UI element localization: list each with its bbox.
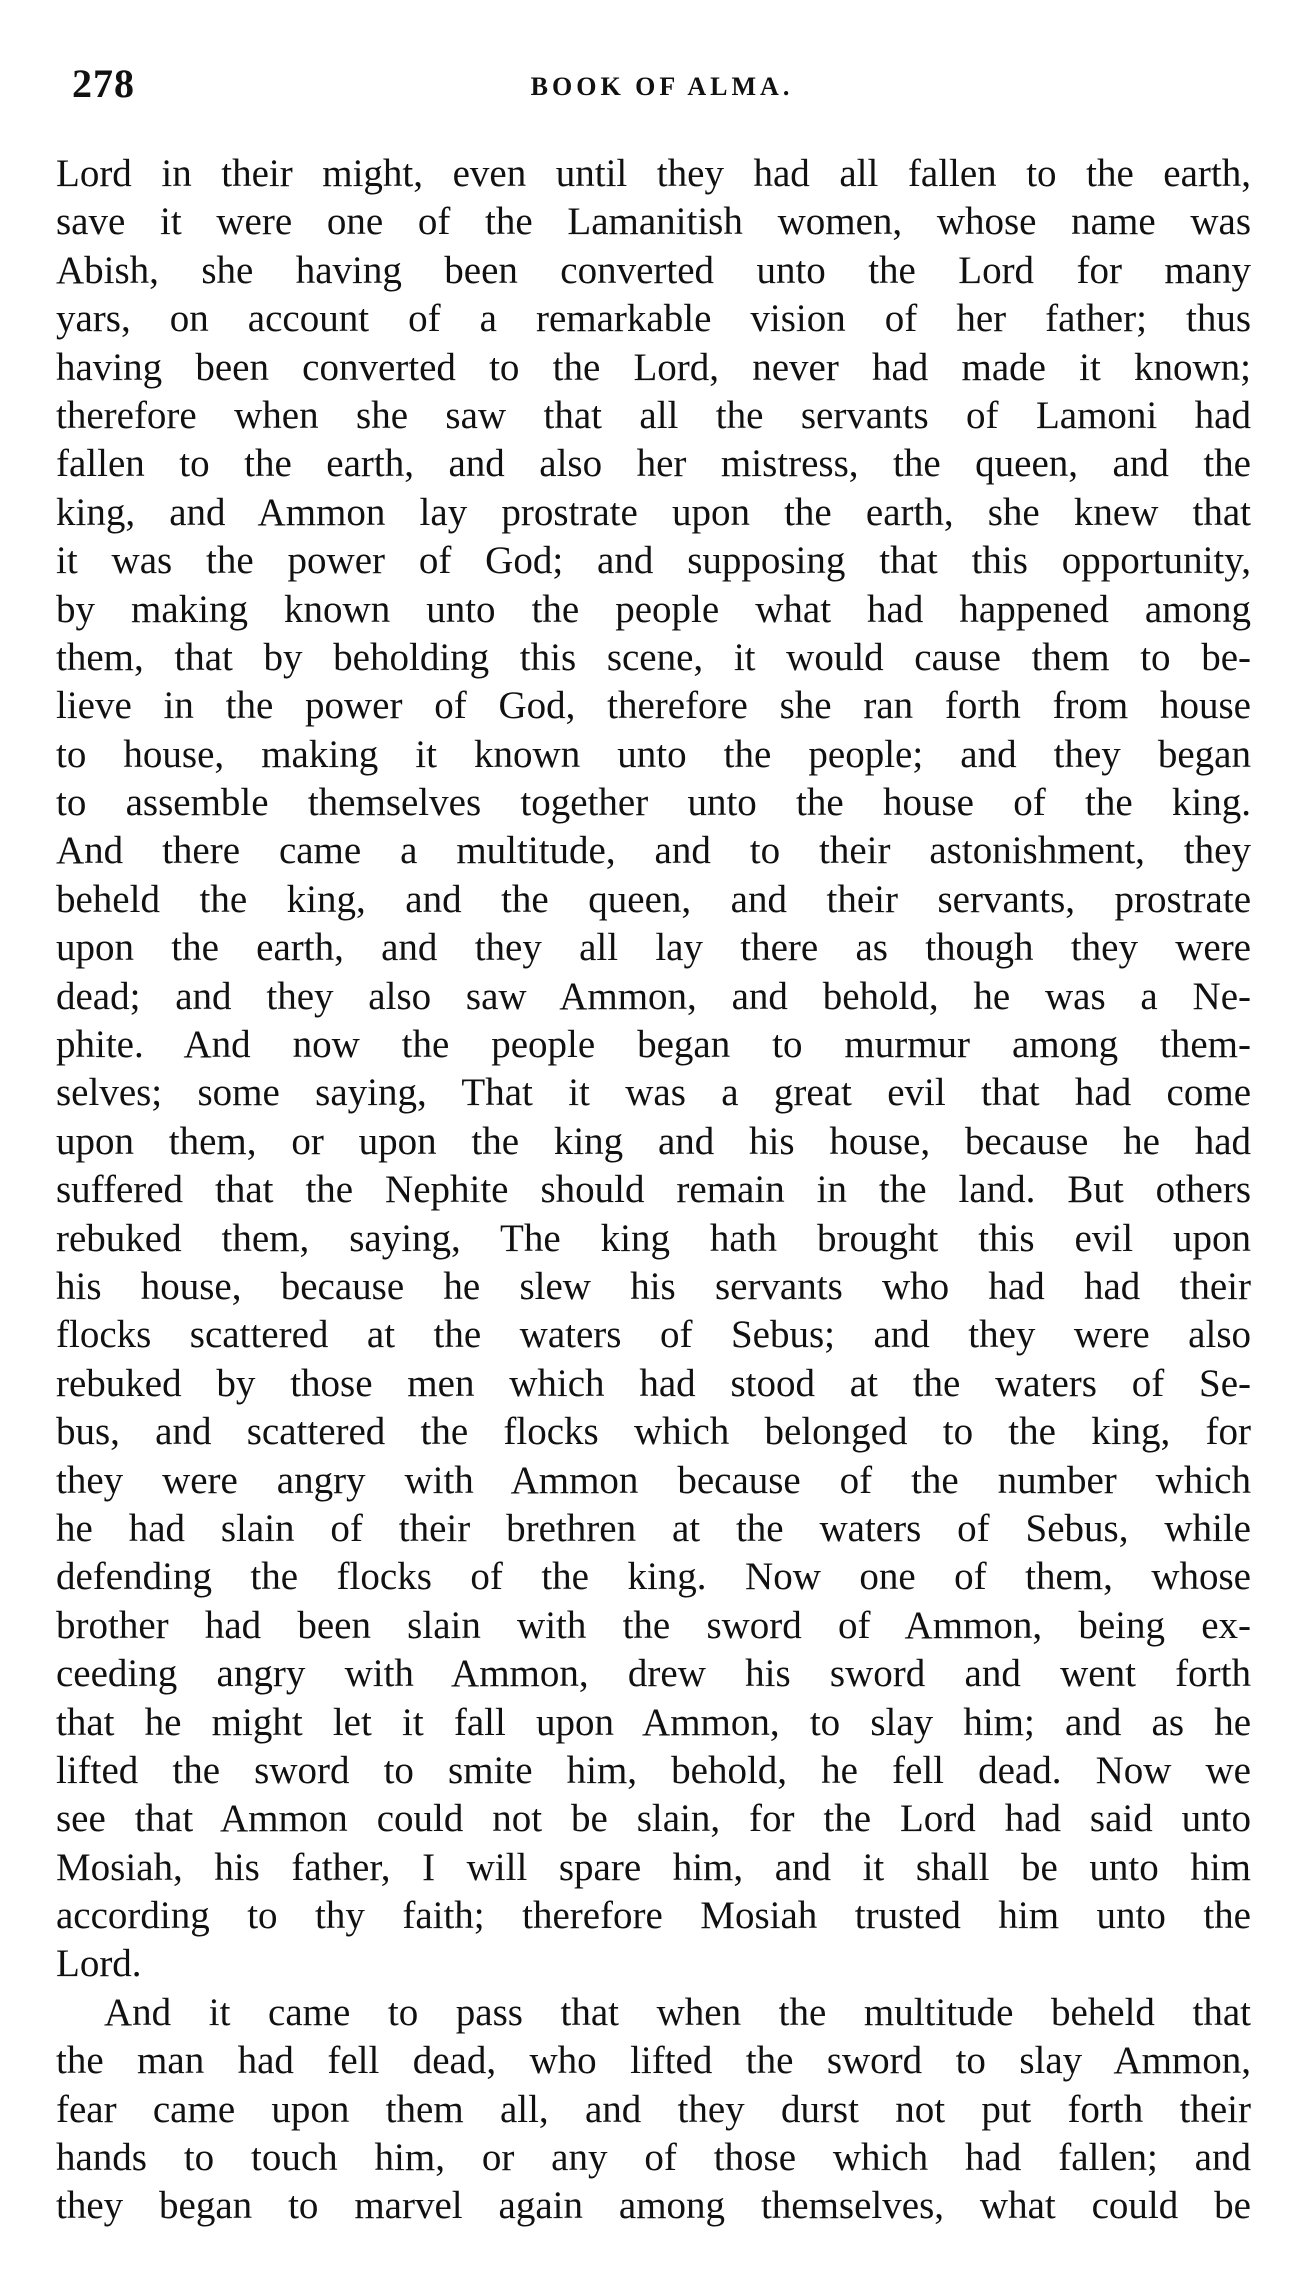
text-line: according to thy faith; therefore Mosiah trusted him unto the bbox=[56, 1894, 1251, 1938]
text-line: ceeding angry with Ammon, drew his sword and went forth bbox=[56, 1652, 1251, 1696]
text-line: that he might let it fall upon Ammon, to slay him; and as he bbox=[56, 1700, 1251, 1744]
running-head bbox=[72, 60, 1252, 120]
text-line: see that Ammon could not be slain, for the Lord had said unto bbox=[56, 1797, 1251, 1841]
text-line: he had slain of their brethren at the waters of Sebus, while bbox=[56, 1506, 1251, 1550]
text-line: fear came upon them all, and they durst not put forth their bbox=[56, 2087, 1251, 2131]
text-line: defending the flocks of the king. Now one of them, whose bbox=[56, 1555, 1251, 1599]
text-line: rebuked by those men which had stood at the waters of Se- bbox=[56, 1361, 1251, 1405]
text-line: it was the power of God; and supposing that this opportunity, bbox=[56, 539, 1251, 583]
text-line: Abish, she having been converted unto the Lord for many bbox=[56, 248, 1251, 292]
text-line: fallen to the earth, and also her mistress, the queen, and the bbox=[56, 442, 1251, 486]
running-title: BOOK OF ALMA. bbox=[530, 72, 794, 101]
text-line: selves; some saying, That it was a great evil that had come bbox=[56, 1071, 1251, 1115]
text-line: lieve in the power of God, therefore she ran forth from house bbox=[56, 684, 1251, 728]
text-line: phite. And now the people began to murmur among them- bbox=[56, 1023, 1251, 1067]
text-line: And there came a multitude, and to their astonishment, they bbox=[56, 829, 1251, 873]
text-line: them, that by beholding this scene, it would cause them to be- bbox=[56, 635, 1251, 679]
paragraph bbox=[56, 1989, 1251, 2231]
text-line: beheld the king, and the queen, and their servants, prostrate bbox=[56, 877, 1251, 921]
text-line: brother had been slain with the sword of Ammon, being ex- bbox=[56, 1603, 1251, 1647]
text-line: hands to touch him, or any of those which had fallen; and bbox=[56, 2136, 1251, 2180]
paragraph bbox=[56, 150, 1251, 1989]
text-line: therefore when she saw that all the servants of Lamoni had bbox=[56, 393, 1251, 437]
text-line: suffered that the Nephite should remain in the land. But others bbox=[56, 1168, 1251, 1212]
page-number: 278 bbox=[72, 61, 135, 106]
text-line: to house, making it known unto the people; and they began bbox=[56, 732, 1251, 776]
text-line: his house, because he slew his servants who had had their bbox=[56, 1264, 1251, 1308]
text-line: save it were one of the Lamanitish women, whose name was bbox=[56, 200, 1251, 244]
text-line: having been converted to the Lord, never had made it known; bbox=[56, 345, 1251, 389]
text-line: bus, and scattered the flocks which belonged to the king, for bbox=[56, 1410, 1251, 1454]
text-line: upon the earth, and they all lay there as though they were bbox=[56, 926, 1251, 970]
text-line: Lord in their might, even until they had all fallen to the earth, bbox=[56, 152, 1251, 195]
text-line: flocks scattered at the waters of Sebus; and they were also bbox=[56, 1313, 1251, 1357]
text-line: they were angry with Ammon because of the number which bbox=[56, 1458, 1251, 1502]
text-line: And it came to pass that when the multitude beheld that bbox=[104, 1990, 1251, 2034]
text-line: dead; and they also saw Ammon, and behold, he was a Ne- bbox=[56, 974, 1251, 1018]
text-line: they began to marvel again among themselves, what could be bbox=[56, 2184, 1251, 2228]
text-line: king, and Ammon lay prostrate upon the earth, she knew that bbox=[56, 490, 1251, 534]
text-line: Lord. bbox=[56, 1942, 142, 1986]
text-line: yars, on account of a remarkable vision of her father; thus bbox=[56, 297, 1251, 341]
text-line: lifted the sword to smite him, behold, he fell dead. Now we bbox=[56, 1748, 1251, 1792]
text-line: to assemble themselves together unto the house of the king. bbox=[56, 781, 1251, 825]
text-line: by making known unto the people what had happened among bbox=[56, 587, 1251, 631]
text-line: upon them, or upon the king and his house, because he had bbox=[56, 1119, 1251, 1163]
text-line: the man had fell dead, who lifted the sword to slay Ammon, bbox=[56, 2039, 1251, 2083]
body-text bbox=[56, 150, 1251, 2231]
text-line: Mosiah, his father, I will spare him, and it shall be unto him bbox=[56, 1845, 1251, 1889]
text-line: rebuked them, saying, The king hath brought this evil upon bbox=[56, 1216, 1251, 1260]
